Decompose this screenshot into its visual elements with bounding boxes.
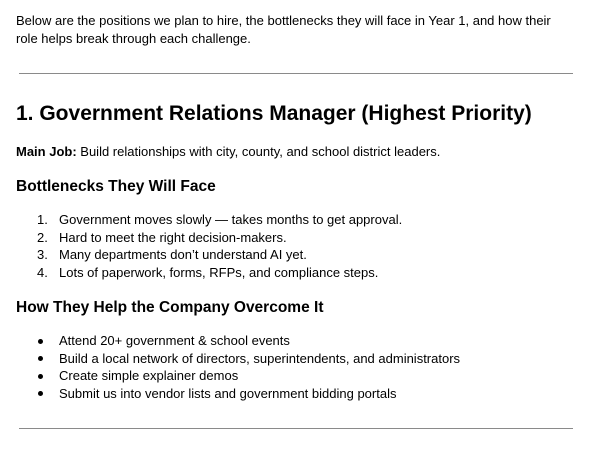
help-heading: How They Help the Company Overcome It (16, 299, 324, 316)
horizontal-divider (19, 73, 573, 74)
list-number: 4. (37, 264, 48, 280)
main-job-label: Main Job: (16, 144, 77, 159)
list-item-text: Hard to meet the right decision-makers. (59, 229, 287, 245)
list-number: 2. (37, 229, 48, 245)
list-item-text: Attend 20+ government & school events (59, 333, 290, 348)
list-item-text: Build a local network of directors, superintendents, and administrators (59, 350, 461, 366)
bullet-icon (38, 374, 43, 379)
list-item-text: Many departments don’t understand AI yet. (59, 247, 307, 262)
main-job-paragraph (16, 143, 440, 161)
list-item-text: Government moves slowly — takes months to get approval. (59, 212, 403, 227)
list-item-text: Submit us into vendor lists and government bidding portals (59, 385, 397, 401)
list-item-text: Lots of paperwork, forms, RFPs, and compliance steps. (59, 264, 379, 280)
list-number: 3. (37, 247, 48, 262)
list-number: 1. (37, 212, 48, 227)
bullet-icon (38, 339, 43, 344)
intro-paragraph: Below are the positions we plan to hire, the bottlenecks they will face in Year 1, and how their role helps break through each challenge. (16, 13, 551, 46)
list-item-text: Create simple explainer demos (59, 368, 239, 383)
section-heading: 1. Government Relations Manager (Highest Priority) (16, 102, 532, 125)
horizontal-divider (19, 428, 573, 429)
bottlenecks-heading: Bottlenecks They Will Face (16, 178, 216, 195)
bullet-icon (38, 391, 43, 396)
main-job-text: Build relationships with city, county, and school district leaders. (76, 144, 441, 159)
bullet-icon (38, 356, 43, 361)
